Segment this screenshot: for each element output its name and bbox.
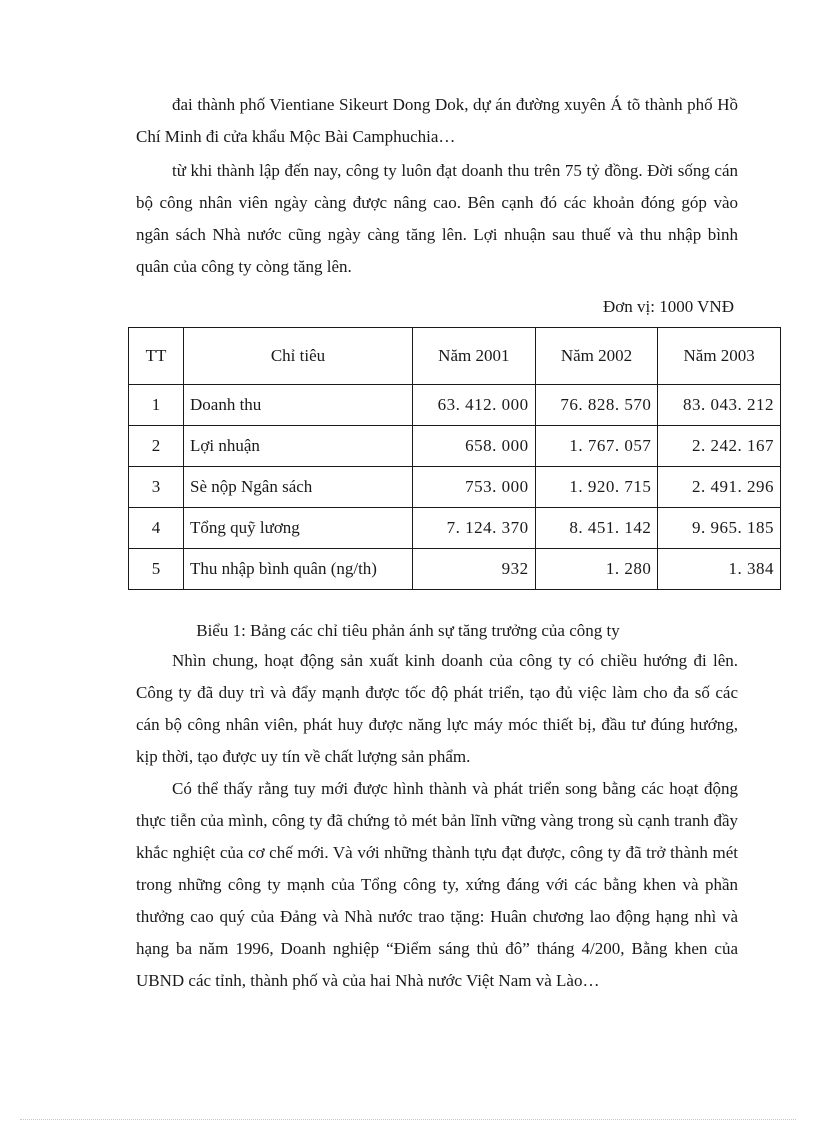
cell-2003: 83. 043. 212	[658, 385, 781, 426]
header-indicator: Chỉ tiêu	[184, 328, 413, 385]
cell-tt: 4	[129, 508, 184, 549]
table-row	[129, 426, 781, 467]
cell-2002: 1. 767. 057	[535, 426, 658, 467]
header-tt: TT	[129, 328, 184, 385]
cell-tt: 3	[129, 467, 184, 508]
table-row	[129, 549, 781, 590]
cell-tt: 1	[129, 385, 184, 426]
table-caption: Biểu 1: Bảng các chỉ tiêu phản ánh sự tăng trưởng của công ty	[196, 621, 620, 640]
cell-2002: 8. 451. 142	[535, 508, 658, 549]
paragraph-revenue-summary: từ khi thành lập đến nay, công ty luôn đạt doanh thu trên 75 tỷ đồng. Đời sống cán bộ công nhân viên ngày càng được nâng cao. Bên cạnh đó các khoản đóng góp vào ngân sách Nhà nước cũng ngày càng tăng lên. Lợi nhuận sau thuế và thu nhập bình quân của công ty còng tăng lên.	[136, 161, 738, 276]
cell-2001: 658. 000	[413, 426, 536, 467]
page-bottom-divider	[20, 1119, 796, 1120]
cell-2002: 76. 828. 570	[535, 385, 658, 426]
cell-indicator: Tổng quỹ lương	[184, 508, 413, 549]
unit-note: Đơn vị: 1000 VNĐ	[603, 297, 734, 316]
cell-2001: 63. 412. 000	[413, 385, 536, 426]
table-row	[129, 385, 781, 426]
paragraph-achievements: Có thể thấy rằng tuy mới được hình thành và phát triển song bằng các hoạt động thực tiễn của mình, công ty đã chứng tỏ mét bản lĩnh vững vàng trong sù cạnh tranh đầy khắc nghiệt của cơ chế mới. Và với những thành tựu đạt được, công ty đã trở thành mét trong những công ty mạnh của Tổng công ty, xứng đáng với các bằng khen và phần thưởng cao quý của Đảng và Nhà nước trao tặng: Huân chương lao động hạng nhì và hạng ba năm 1996, Doanh nghiệp “Điểm sáng thủ đô” tháng 4/200, Bằng khen của UBND các tỉnh, thành phố và của hai Nhà nước Việt Nam và Lào…	[136, 779, 738, 990]
cell-2001: 753. 000	[413, 467, 536, 508]
header-year-2001: Năm 2001	[413, 328, 536, 385]
cell-indicator: Doanh thu	[184, 385, 413, 426]
paragraph-intro-continued: đai thành phố Vientiane Sikeurt Dong Dok, dự án đường xuyên Á tõ thành phố Hồ Chí Minh đi cửa khẩu Mộc Bài Camphuchia…	[136, 95, 738, 146]
table-row	[129, 508, 781, 549]
cell-2003: 2. 242. 167	[658, 426, 781, 467]
cell-tt: 5	[129, 549, 184, 590]
cell-2001: 7. 124. 370	[413, 508, 536, 549]
header-year-2002: Năm 2002	[535, 328, 658, 385]
cell-indicator: Thu nhập bình quân (ng/th)	[184, 549, 413, 590]
cell-2003: 9. 965. 185	[658, 508, 781, 549]
growth-indicators-table	[128, 327, 781, 590]
table-row	[129, 467, 781, 508]
cell-2002: 1. 920. 715	[535, 467, 658, 508]
cell-indicator: Sè nộp Ngân sách	[184, 467, 413, 508]
cell-indicator: Lợi nhuận	[184, 426, 413, 467]
header-year-2003: Năm 2003	[658, 328, 781, 385]
cell-tt: 2	[129, 426, 184, 467]
cell-2002: 1. 280	[535, 549, 658, 590]
table-header-row	[129, 328, 781, 385]
cell-2001: 932	[413, 549, 536, 590]
cell-2003: 1. 384	[658, 549, 781, 590]
cell-2003: 2. 491. 296	[658, 467, 781, 508]
paragraph-overview: Nhìn chung, hoạt động sản xuất kinh doanh của công ty có chiều hướng đi lên. Công ty đã duy trì và đẩy mạnh được tốc độ phát triển, tạo đủ việc làm cho đa số các cán bộ công nhân viên, phát huy được năng lực máy móc thiết bị, đầu tư đúng hướng, kịp thời, tạo được uy tín về chất lượng sản phẩm.	[136, 651, 738, 766]
